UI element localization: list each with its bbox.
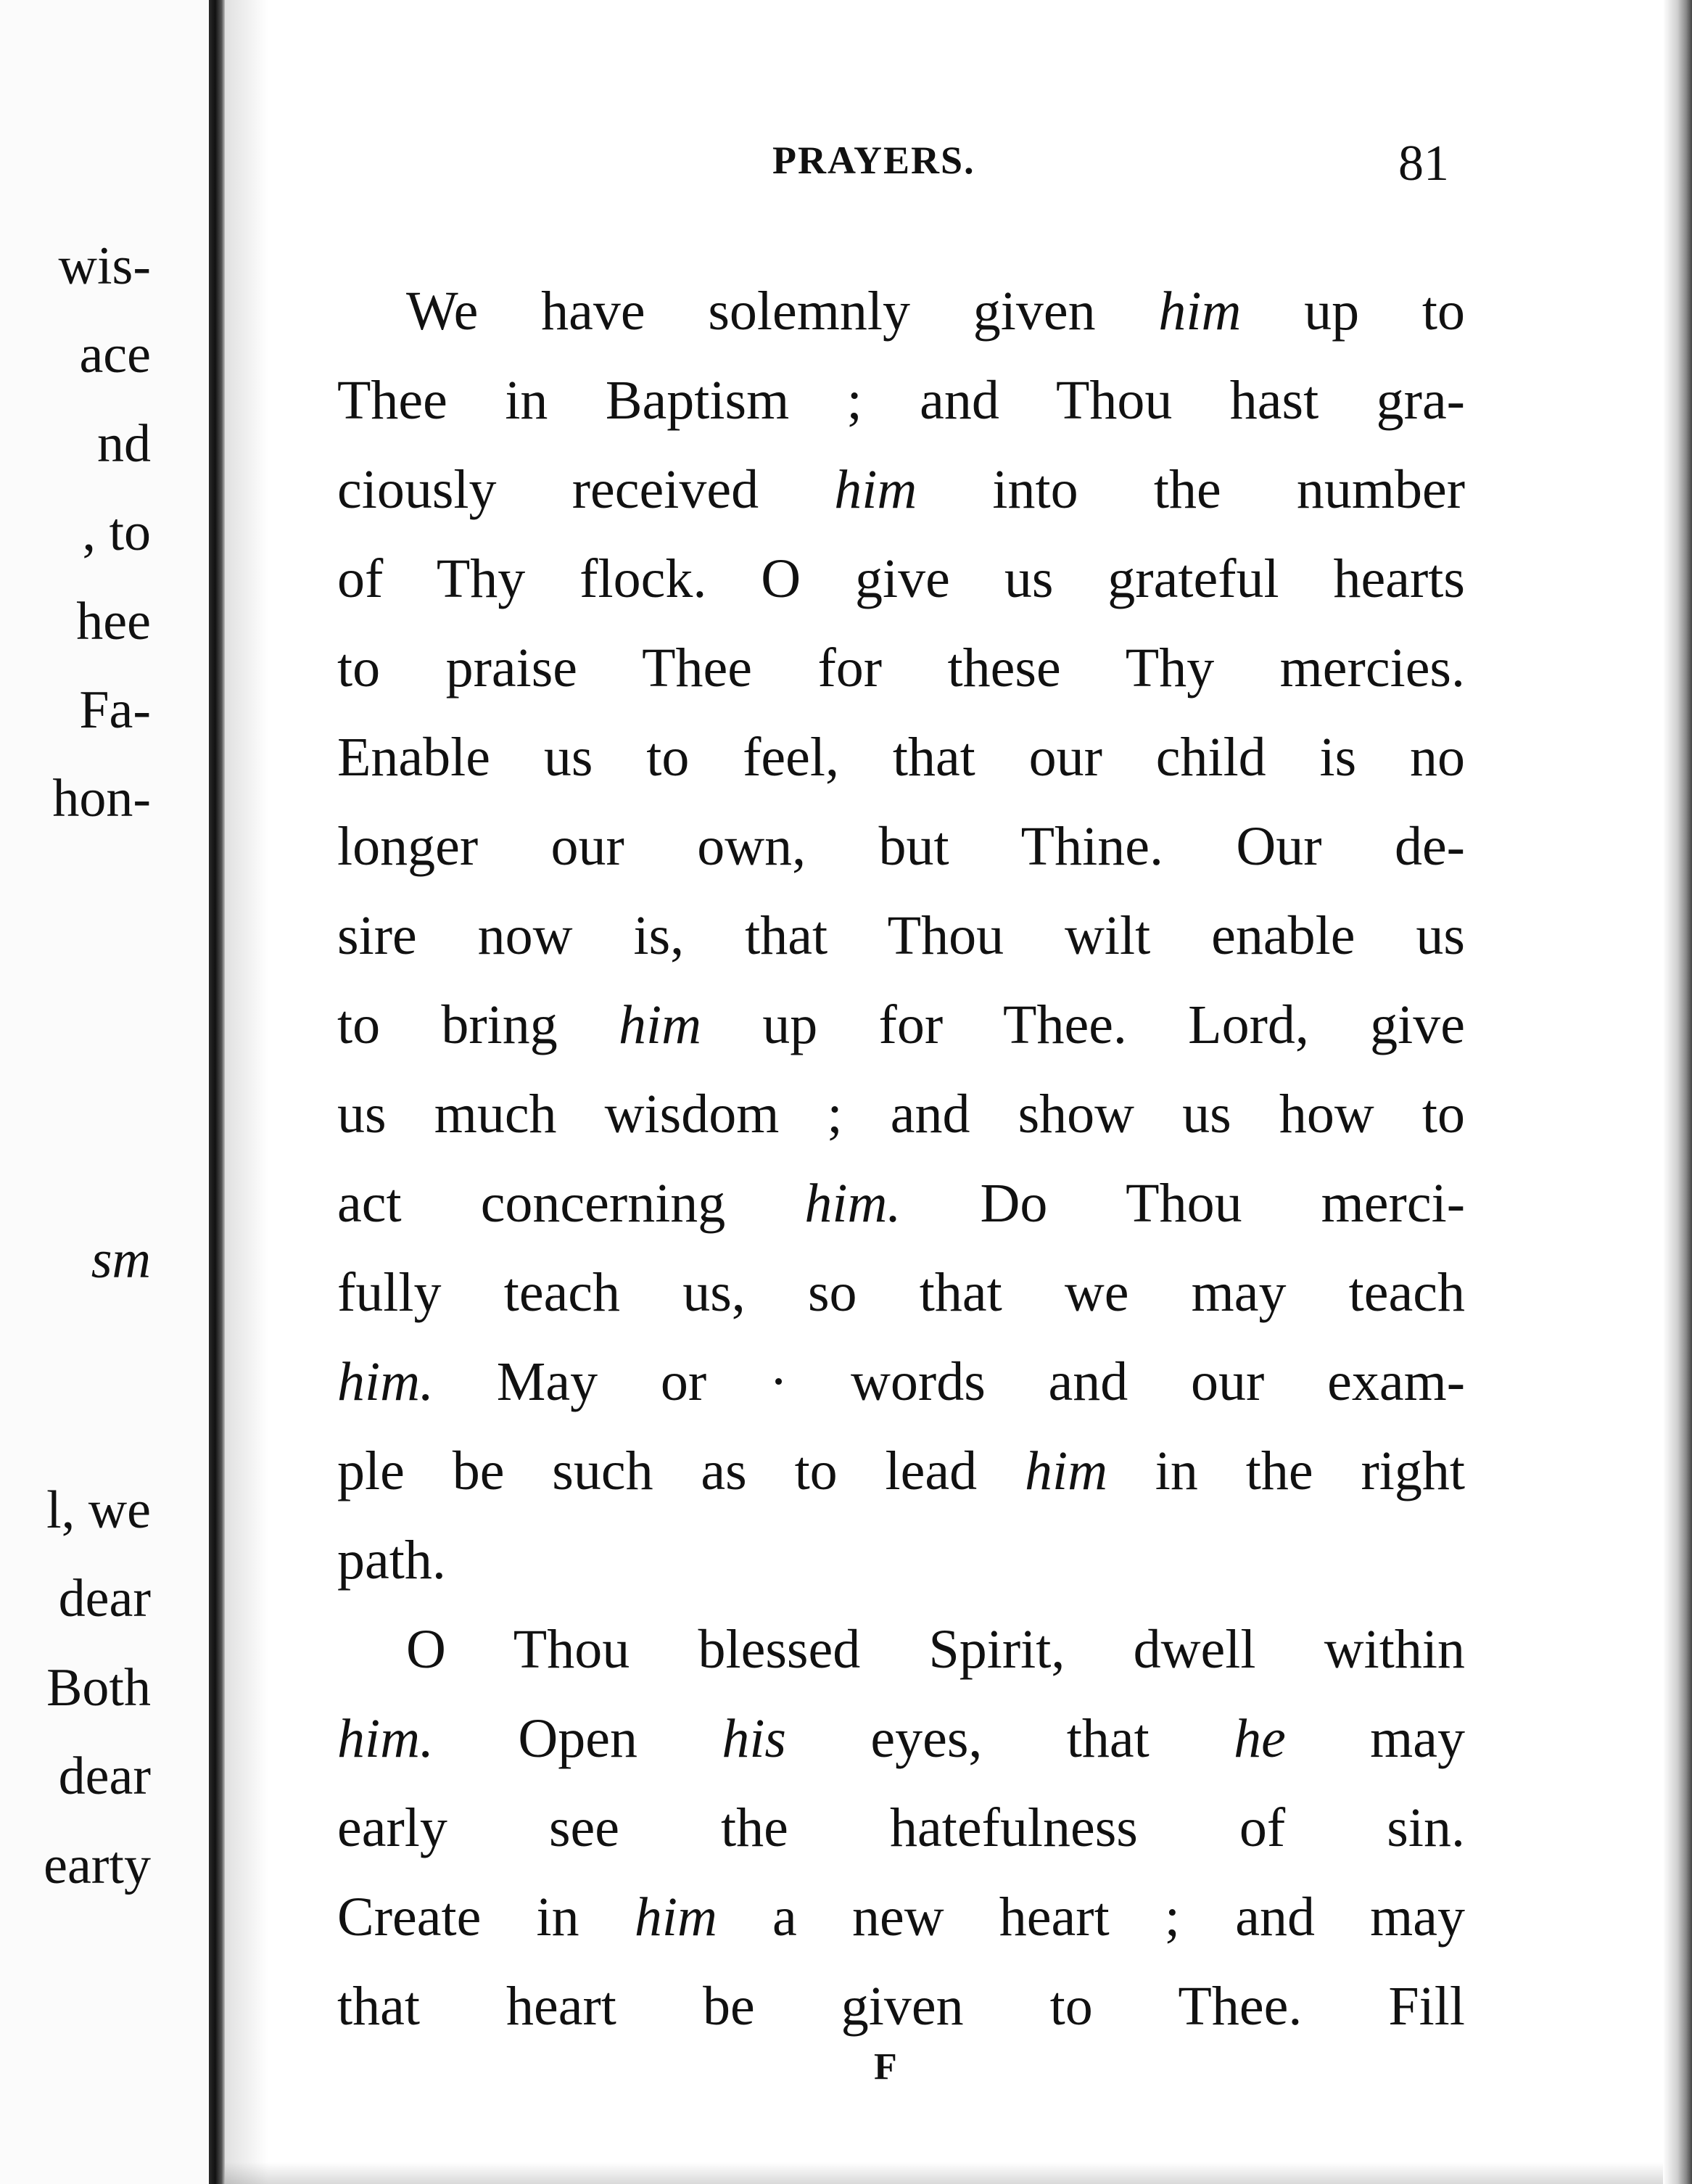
text-line: ciously received him into the number xyxy=(337,459,1465,520)
text-line: Thee in Baptism ; and Thou hast gra- xyxy=(337,370,1465,431)
left-fragment: nd xyxy=(97,414,151,474)
left-facing-page xyxy=(0,0,209,2184)
left-fragment: Fa- xyxy=(79,680,151,740)
text-line: ple be such as to lead him in the right xyxy=(337,1441,1465,1501)
text-line: Create in him a new heart ; and may xyxy=(337,1887,1465,1948)
text-line: longer our own, but Thine. Our de- xyxy=(337,816,1465,877)
left-fragment: l, we xyxy=(46,1480,151,1540)
book-gutter xyxy=(209,0,225,2184)
signature-mark: F xyxy=(874,2046,897,2088)
text-line: him. Open his eyes, that he may xyxy=(337,1708,1465,1769)
left-fragment: Both xyxy=(46,1658,151,1718)
left-fragment: wis- xyxy=(58,236,151,296)
text-line: fully teach us, so that we may teach xyxy=(337,1262,1465,1323)
text-line: sire now is, that Thou wilt enable us xyxy=(337,905,1465,966)
page-body xyxy=(337,267,1465,2051)
page-number: 81 xyxy=(1398,136,1449,191)
gutter-shadow xyxy=(225,0,268,2184)
text-line: us much wisdom ; and show us how to xyxy=(337,1084,1465,1145)
page-bottom-edge xyxy=(225,2162,1663,2184)
text-line: O Thou blessed Spirit, dwell within xyxy=(406,1619,1465,1680)
left-fragment: hee xyxy=(76,592,151,651)
left-fragment: earty xyxy=(44,1836,151,1895)
text-line: act concerning him. Do Thou merci- xyxy=(337,1173,1465,1234)
left-fragment: dear xyxy=(58,1569,151,1628)
text-line: of Thy flock. O give us grateful hearts xyxy=(337,548,1465,609)
text-line: that heart be given to Thee. Fill xyxy=(337,1976,1465,2037)
running-title: PRAYERS. xyxy=(772,139,975,182)
text-line: him. May or · words and our exam- xyxy=(337,1351,1465,1412)
text-line: We have solemnly given him up to xyxy=(406,281,1465,342)
text-line: path. xyxy=(337,1530,446,1591)
text-line: to bring him up for Thee. Lord, give xyxy=(337,994,1465,1055)
left-fragment: sm xyxy=(91,1230,151,1290)
left-fragment: hon- xyxy=(52,769,151,828)
text-line: to praise Thee for these Thy mercies. xyxy=(337,638,1465,699)
left-fragment: dear xyxy=(58,1747,151,1806)
page-right-edge xyxy=(1663,0,1692,2184)
left-fragment: ace xyxy=(79,325,151,384)
text-line: Enable us to feel, that our child is no xyxy=(337,727,1465,788)
text-line: early see the hatefulness of sin. xyxy=(337,1797,1465,1858)
left-fragment: , to xyxy=(82,503,151,562)
